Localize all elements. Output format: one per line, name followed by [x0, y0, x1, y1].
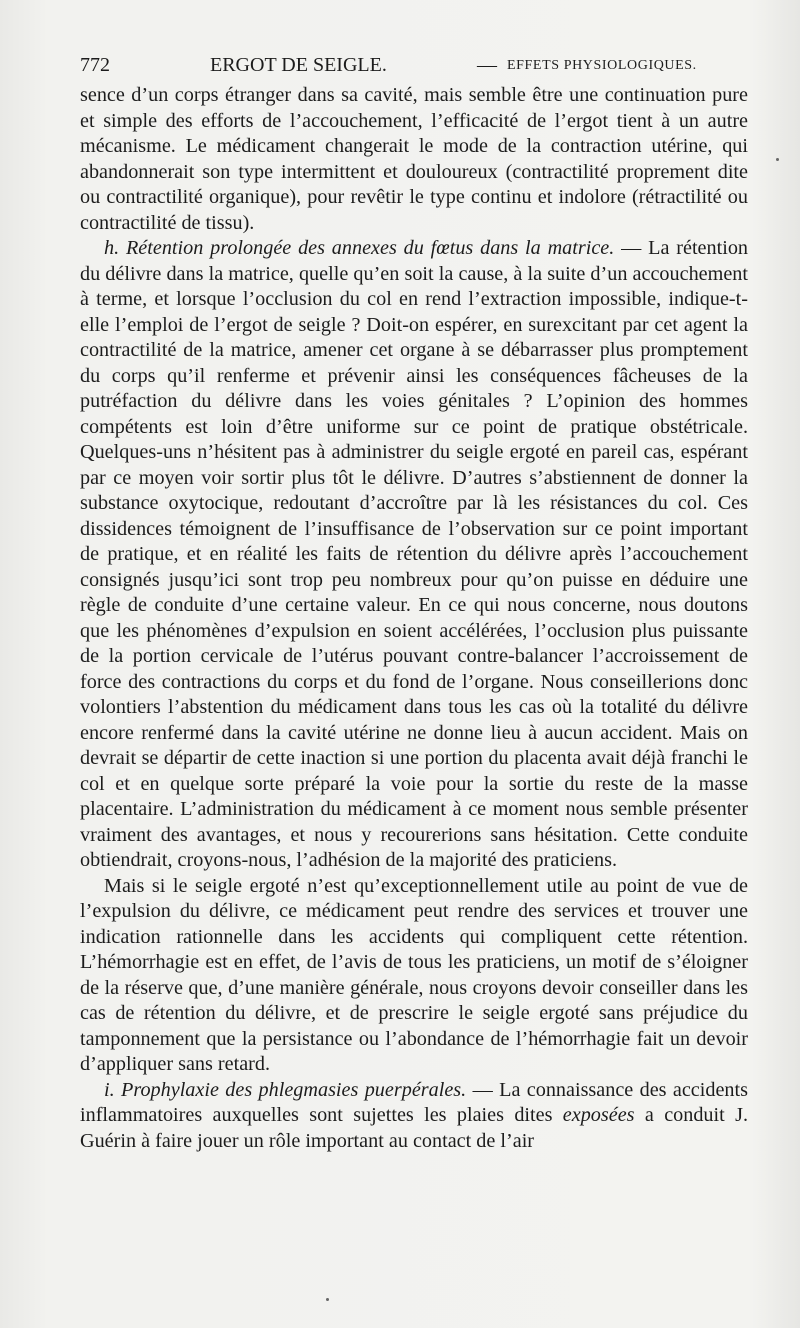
running-head-dash: — — [477, 54, 497, 76]
paragraph-retention — [80, 236, 748, 874]
ink-speck — [776, 158, 779, 161]
section-heading-h: h. Rétention prolongée des annexes du fœtus dans la matrice. — [104, 237, 615, 259]
page-body — [80, 83, 748, 1154]
running-head — [80, 50, 748, 80]
italic-term: exposées — [562, 1104, 635, 1126]
page-number: 772 — [80, 54, 110, 76]
paragraph-prophylaxis — [80, 1078, 748, 1155]
paragraph-retention-text: — La rétention du délivre dans la matrice, quelle qu’en soit la cause, à la suite d’un accouchement à terme, et lorsque l’occlusion du col en rend l’extraction impossible, indique-t-elle l’emploi de l’ergot de seigle ? Doit-on espérer, en surexcitant par cet agent la contractilité de la matrice, amener cet organe à se débarrasser plus promptement du corps qu’il renferme et prévenir ainsi les conséquences fâcheuses de la putréfaction du délivre dans les voies génitales ? L’opinion des hommes compétents est loin d’être uniforme sur ce point de pratique obstétricale. Quelques-uns n’hésitent pas à administrer du seigle ergoté en pareil cas, espérant par ce moyen voir sortir plus tôt le délivre. D’autres s’abstiennent de donner la substance oxytocique, redoutant d’accroître par là les résistances du col. Ces dissidences témoignent de l’insuffisance de l’observation sur ce point important de pratique, et en réalité les faits de rétention du délivre après l’accouchement consignés jusqu’ici sont trop peu nombreux pour qu’on puisse en déduire une règle de conduite d’une certaine valeur. En ce qui nous concerne, nous doutons que les phénomènes d’expulsion en soient accélérées, l’occlusion plus puissante de la portion cervicale de l’utérus pouvant contre-balancer l’accroissement de force des contractions du corps et du fond de l’organe. Nous conseillerions donc volontiers l’abstention du médicament dans tous les cas où la totalité du délivre encore renfermé dans la cavité utérine ne donne lieu à aucun accident. Mais on devrait se départir de cette inaction si une portion du placenta avait déjà franchi le col et en quelque sorte préparé la voie pour la sortie du reste de la masse placentaire. L’administration du médicament à ce moment nous semble présenter vraiment des avantages, et nous y recourerions sans hésitation. Cette conduite obtiendrait, croyons-nous, l’adhésion de la majorité des praticiens. — [80, 237, 749, 871]
section-heading-i: i. Prophylaxie des phlegmasies puerpérales. — [104, 1078, 467, 1101]
paragraph-hemorrhage: Mais si le seigle ergoté n’est qu’exceptionnellement utile au point de vue de l’expulsion du délivre, ce médicament peut rendre des services et trouver une indication rationnelle dans les accidents qui compliquent cette rétention. L’hémorrhagie est en effet, de l’avis de tous les praticiens, un motif de s’éloigner de la réserve que, d’une manière générale, nous croyons devoir conseiller dans les cas de rétention du délivre, et de prescrire le seigle ergoté sans préjudice du tamponnement que la persistance ou l’abondance de l’hémorrhagie fait un devoir d’appliquer sans retard. — [80, 874, 748, 1075]
paragraph-prophylaxis-text-b: a conduit J. Guérin à faire jouer un rôle important au contact de l’air — [80, 1104, 748, 1152]
running-section-title: EFFETS PHYSIOLOGIQUES. — [507, 58, 697, 73]
paragraph-prophylaxis-text-a: — La connaissance des accidents inflammatoires auxquelles sont sujettes les plaies dites — [80, 1078, 748, 1126]
running-title: ERGOT DE SEIGLE. — [210, 54, 387, 76]
ink-speck — [326, 1298, 329, 1301]
paragraph-continuation: sence d’un corps étranger dans sa cavité, mais semble être une continuation pure et simple des efforts de l’accouchement, l’efficacité de l’ergot tient à un autre mécanisme. Le médicament changerait le mode de la contraction utérine, qui abandonnerait son type intermittent et douloureux (contractilité proprement dite ou contractilité organique), pour revêtir le type continu et indolore (rétractilité ou contractilité de tissu). — [80, 84, 748, 234]
